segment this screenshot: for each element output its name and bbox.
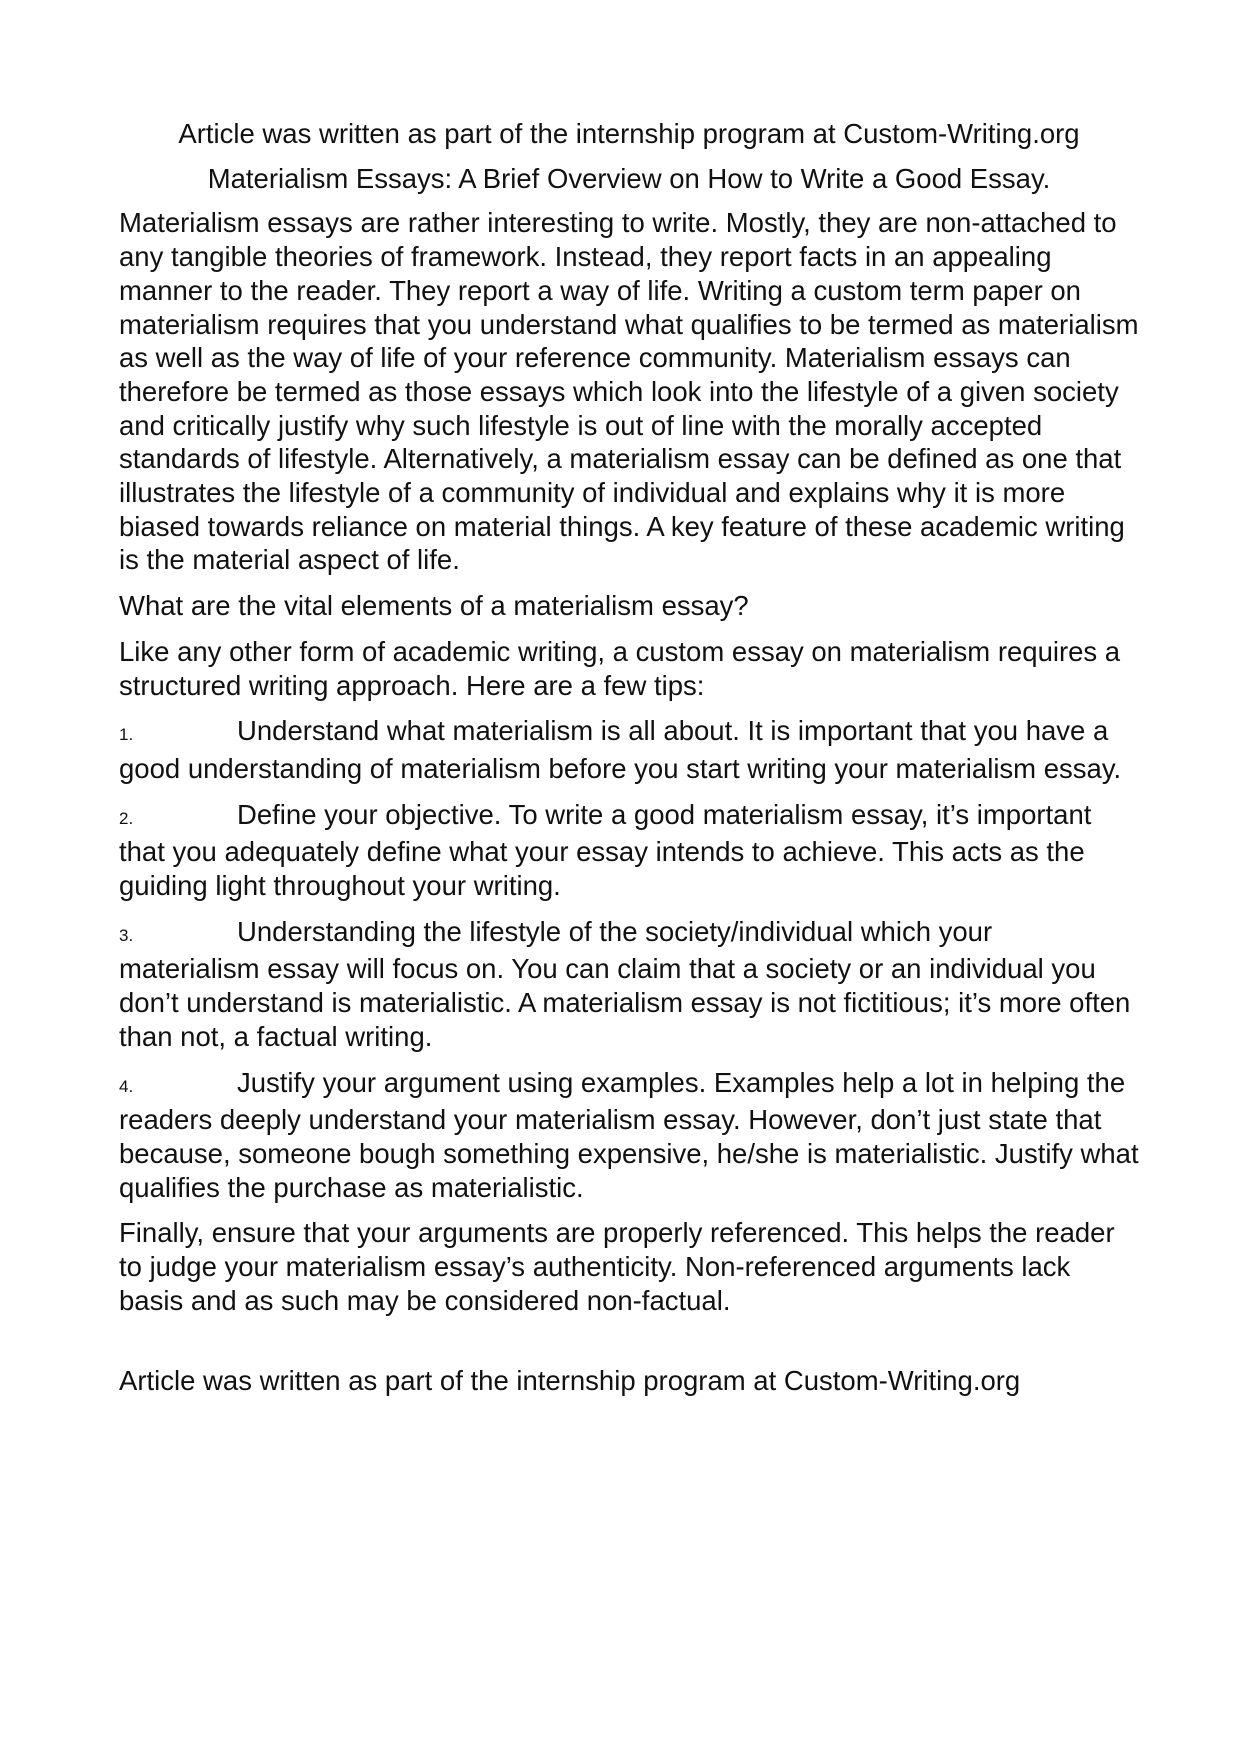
list-item-number: 4. <box>119 1076 134 1096</box>
lead-in-paragraph: Like any other form of academic writing, a custom essay on materialism requires a structured writing approach. Here are a few tips: <box>119 635 1121 701</box>
list-item <box>119 798 1139 903</box>
list-item-number: 1. <box>119 725 134 745</box>
tips-list <box>119 714 1139 1204</box>
document-title: Materialism Essays: A Brief Overview on How to Write a Good Essay. <box>207 162 1051 194</box>
header-note: Article was written as part of the internship program at Custom-Writing.org <box>178 118 1080 149</box>
list-item-number: 2. <box>119 808 134 828</box>
document-body <box>119 117 1139 1409</box>
list-item-text: Understanding the lifestyle of the society/individual which your materialism essay will focus on. You can claim that a society or an individual you don’t understand is materialistic. A materialism essay is not fictitious; it’s more often than not, a factual writing. <box>119 915 1131 1052</box>
list-item <box>119 714 1139 785</box>
intro-paragraph: Materialism essays are rather interesting to write. Mostly, they are non-attached to any tangible theories of framework. Instead, they report facts in an appealing manner to the reader. They report a way of life. Writing a custom term paper on materialism requires that you understand what qualifies to be termed as materialism as well as the way of life of your reference community. Materialism essays can therefore be termed as those essays which look into the lifestyle of a given society and critically justify why such lifestyle is out of line with the morally accepted standards of lifestyle. Alternatively, a materialism essay can be defined as one that illustrates the lifestyle of a community of individual and explains why it is more biased towards reliance on material things. A key feature of these academic writing is the material aspect of life. <box>119 207 1139 576</box>
blank-line <box>119 1330 1139 1364</box>
list-item-text: Define your objective. To write a good materialism essay, it’s important that you adequately define what your essay intends to achieve. This acts as the guiding light throughout your writing. <box>119 798 1092 902</box>
list-item-number: 3. <box>119 925 134 945</box>
list-item <box>119 915 1139 1054</box>
conclusion-paragraph: Finally, ensure that your arguments are properly referenced. This helps the reader to judge your materialism essay’s authenticity. Non-referenced arguments lack basis and as such may be considered non-factual. <box>119 1217 1115 1316</box>
list-item <box>119 1066 1139 1205</box>
list-item-text: Justify your argument using examples. Examples help a lot in helping the readers deeply understand your materialism essay. However, don’t just state that because, someone bough something expensive, he/she is materialistic. Justify what qualifies the purchase as materialistic. <box>119 1066 1139 1203</box>
footer-note: Article was written as part of the internship program at Custom-Writing.org <box>119 1364 1021 1396</box>
list-item-text: Understand what materialism is all about. It is important that you have a good understanding of materialism before you start writing your materialism essay. <box>119 715 1122 784</box>
section-question: What are the vital elements of a materialism essay? <box>119 590 749 622</box>
